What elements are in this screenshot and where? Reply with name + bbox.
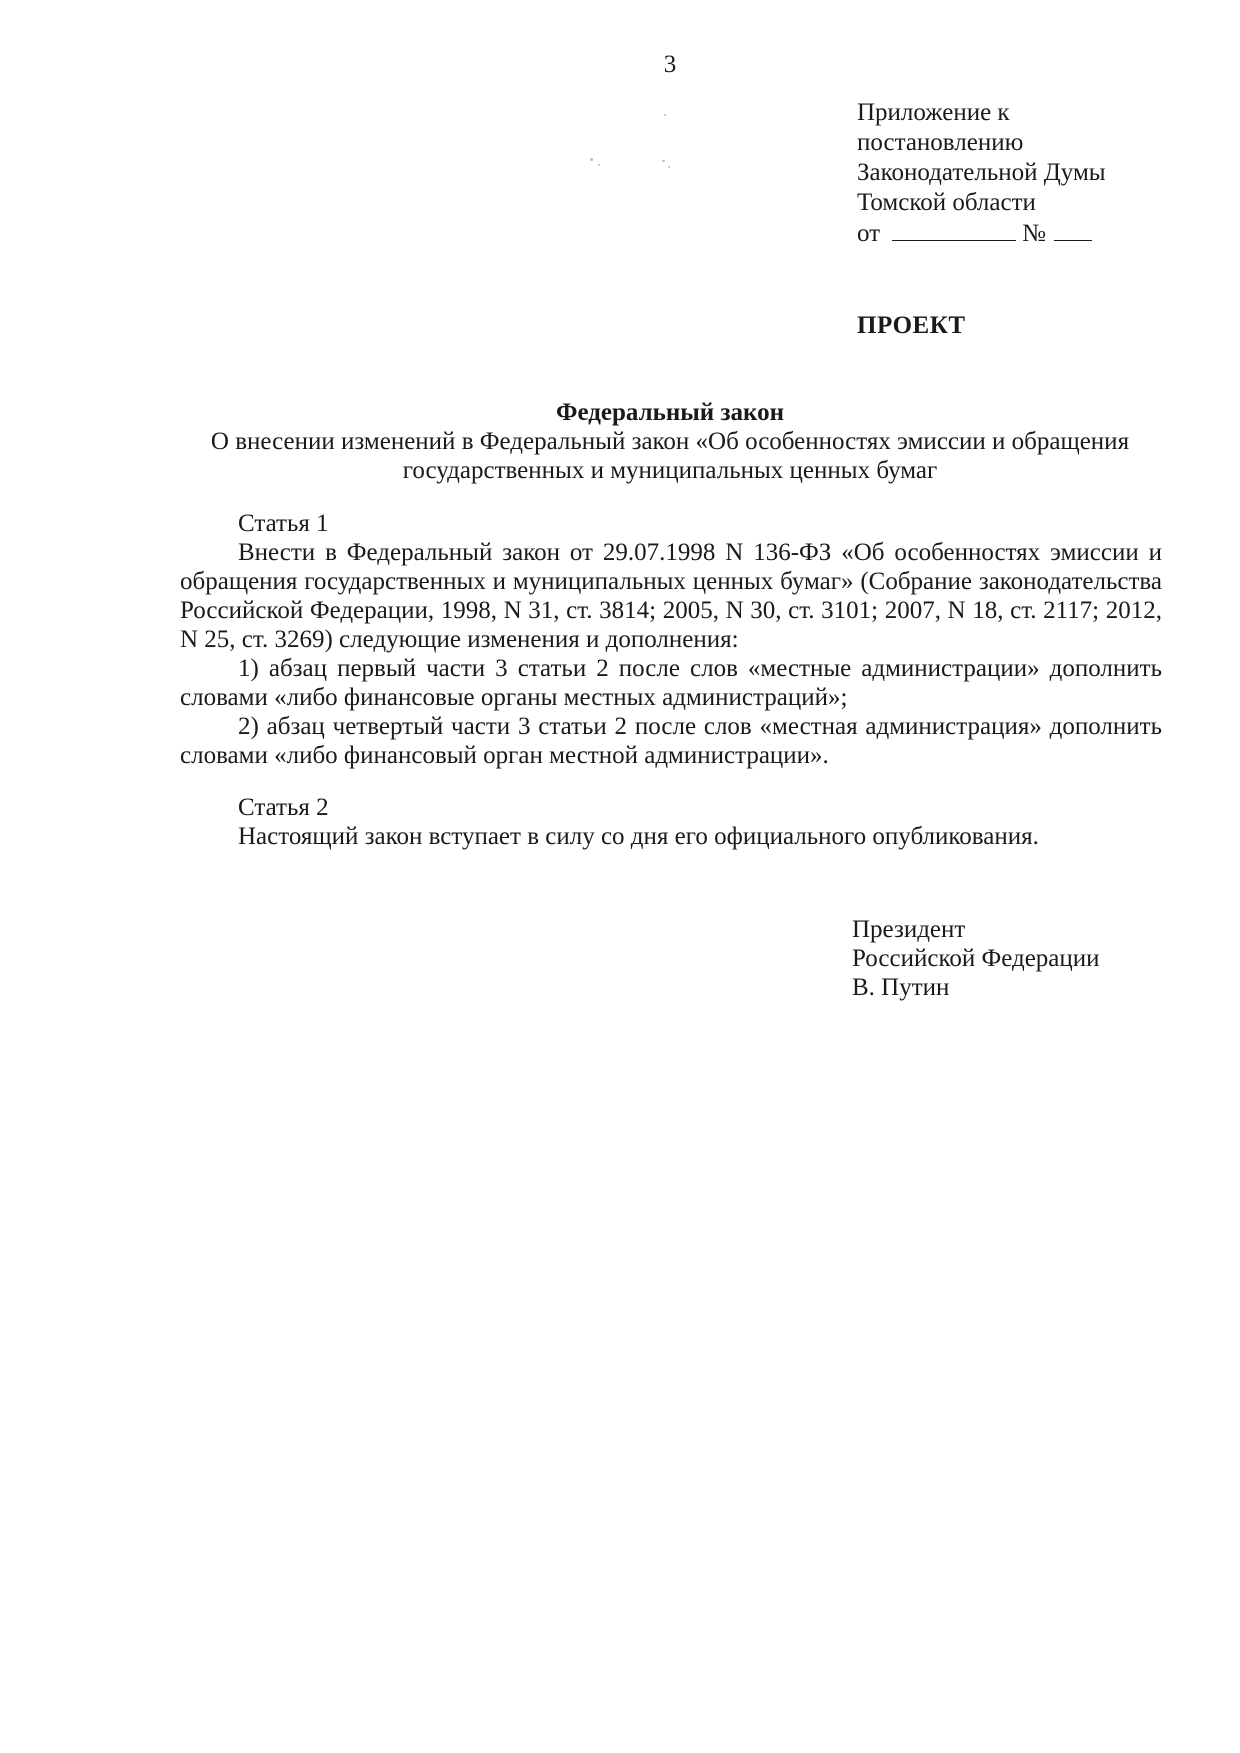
number-sign: № xyxy=(1022,220,1046,247)
article-item: 1) абзац первый части 3 статьи 2 после слов «местные администрации» дополнить словами «либо финансовые органы местных администраций»; xyxy=(180,655,1162,711)
appendix-line: Приложение к xyxy=(857,99,1010,126)
article-2 xyxy=(180,793,1162,851)
appendix-line: постановлению xyxy=(857,129,1024,156)
appendix-date-line xyxy=(857,218,1106,249)
scan-speck xyxy=(664,114,666,116)
appendix-line: Томской области xyxy=(857,189,1036,216)
article-paragraph: Настоящий закон вступает в силу со дня его официального опубликования. xyxy=(238,823,1039,850)
number-blank xyxy=(1054,218,1092,241)
scan-speck xyxy=(598,164,600,166)
scan-speck xyxy=(662,160,665,162)
scan-speck xyxy=(668,166,670,168)
appendix-block xyxy=(857,98,1106,249)
article-paragraph: Внести в Федеральный закон от 29.07.1998 N 136-ФЗ «Об особенностях эмиссии и обращения государственных и муниципальных ценных бумаг» (Собрание законодательства Российской Федерации, 1998, N 31, ст. 3814; 2005, N 30, ст. 3101; 2007, N 18, ст. 2117; 2012, N 25, ст. 3269) следующие изменения и дополнения: xyxy=(180,539,1162,653)
article-1 xyxy=(180,509,1162,770)
signature-name: В. Путин xyxy=(852,974,950,1001)
article-title: Статья 1 xyxy=(238,510,329,537)
law-title-line: государственных и муниципальных ценных бумаг xyxy=(402,457,938,484)
article-item: 2) абзац четвертый части 3 статьи 2 после слов «местная администрация» дополнить словами «либо финансовый орган местной администрации». xyxy=(180,713,1162,769)
signature-position: Президент xyxy=(852,916,966,943)
law-header xyxy=(180,398,1160,485)
scan-speck xyxy=(590,158,593,161)
signature-country: Российской Федерации xyxy=(852,945,1100,972)
law-title-line: О внесении изменений в Федеральный закон «Об особенностях эмиссии и обращения xyxy=(210,428,1130,455)
page-number: 3 xyxy=(663,51,677,78)
date-prefix: от xyxy=(857,220,881,247)
date-blank xyxy=(892,218,1016,241)
article-title: Статья 2 xyxy=(238,794,329,821)
law-type: Федеральный закон xyxy=(556,399,784,426)
appendix-line: Законодательной Думы xyxy=(857,159,1106,186)
signature-block xyxy=(852,915,1100,1002)
draft-stamp: ПРОЕКТ xyxy=(857,312,966,339)
